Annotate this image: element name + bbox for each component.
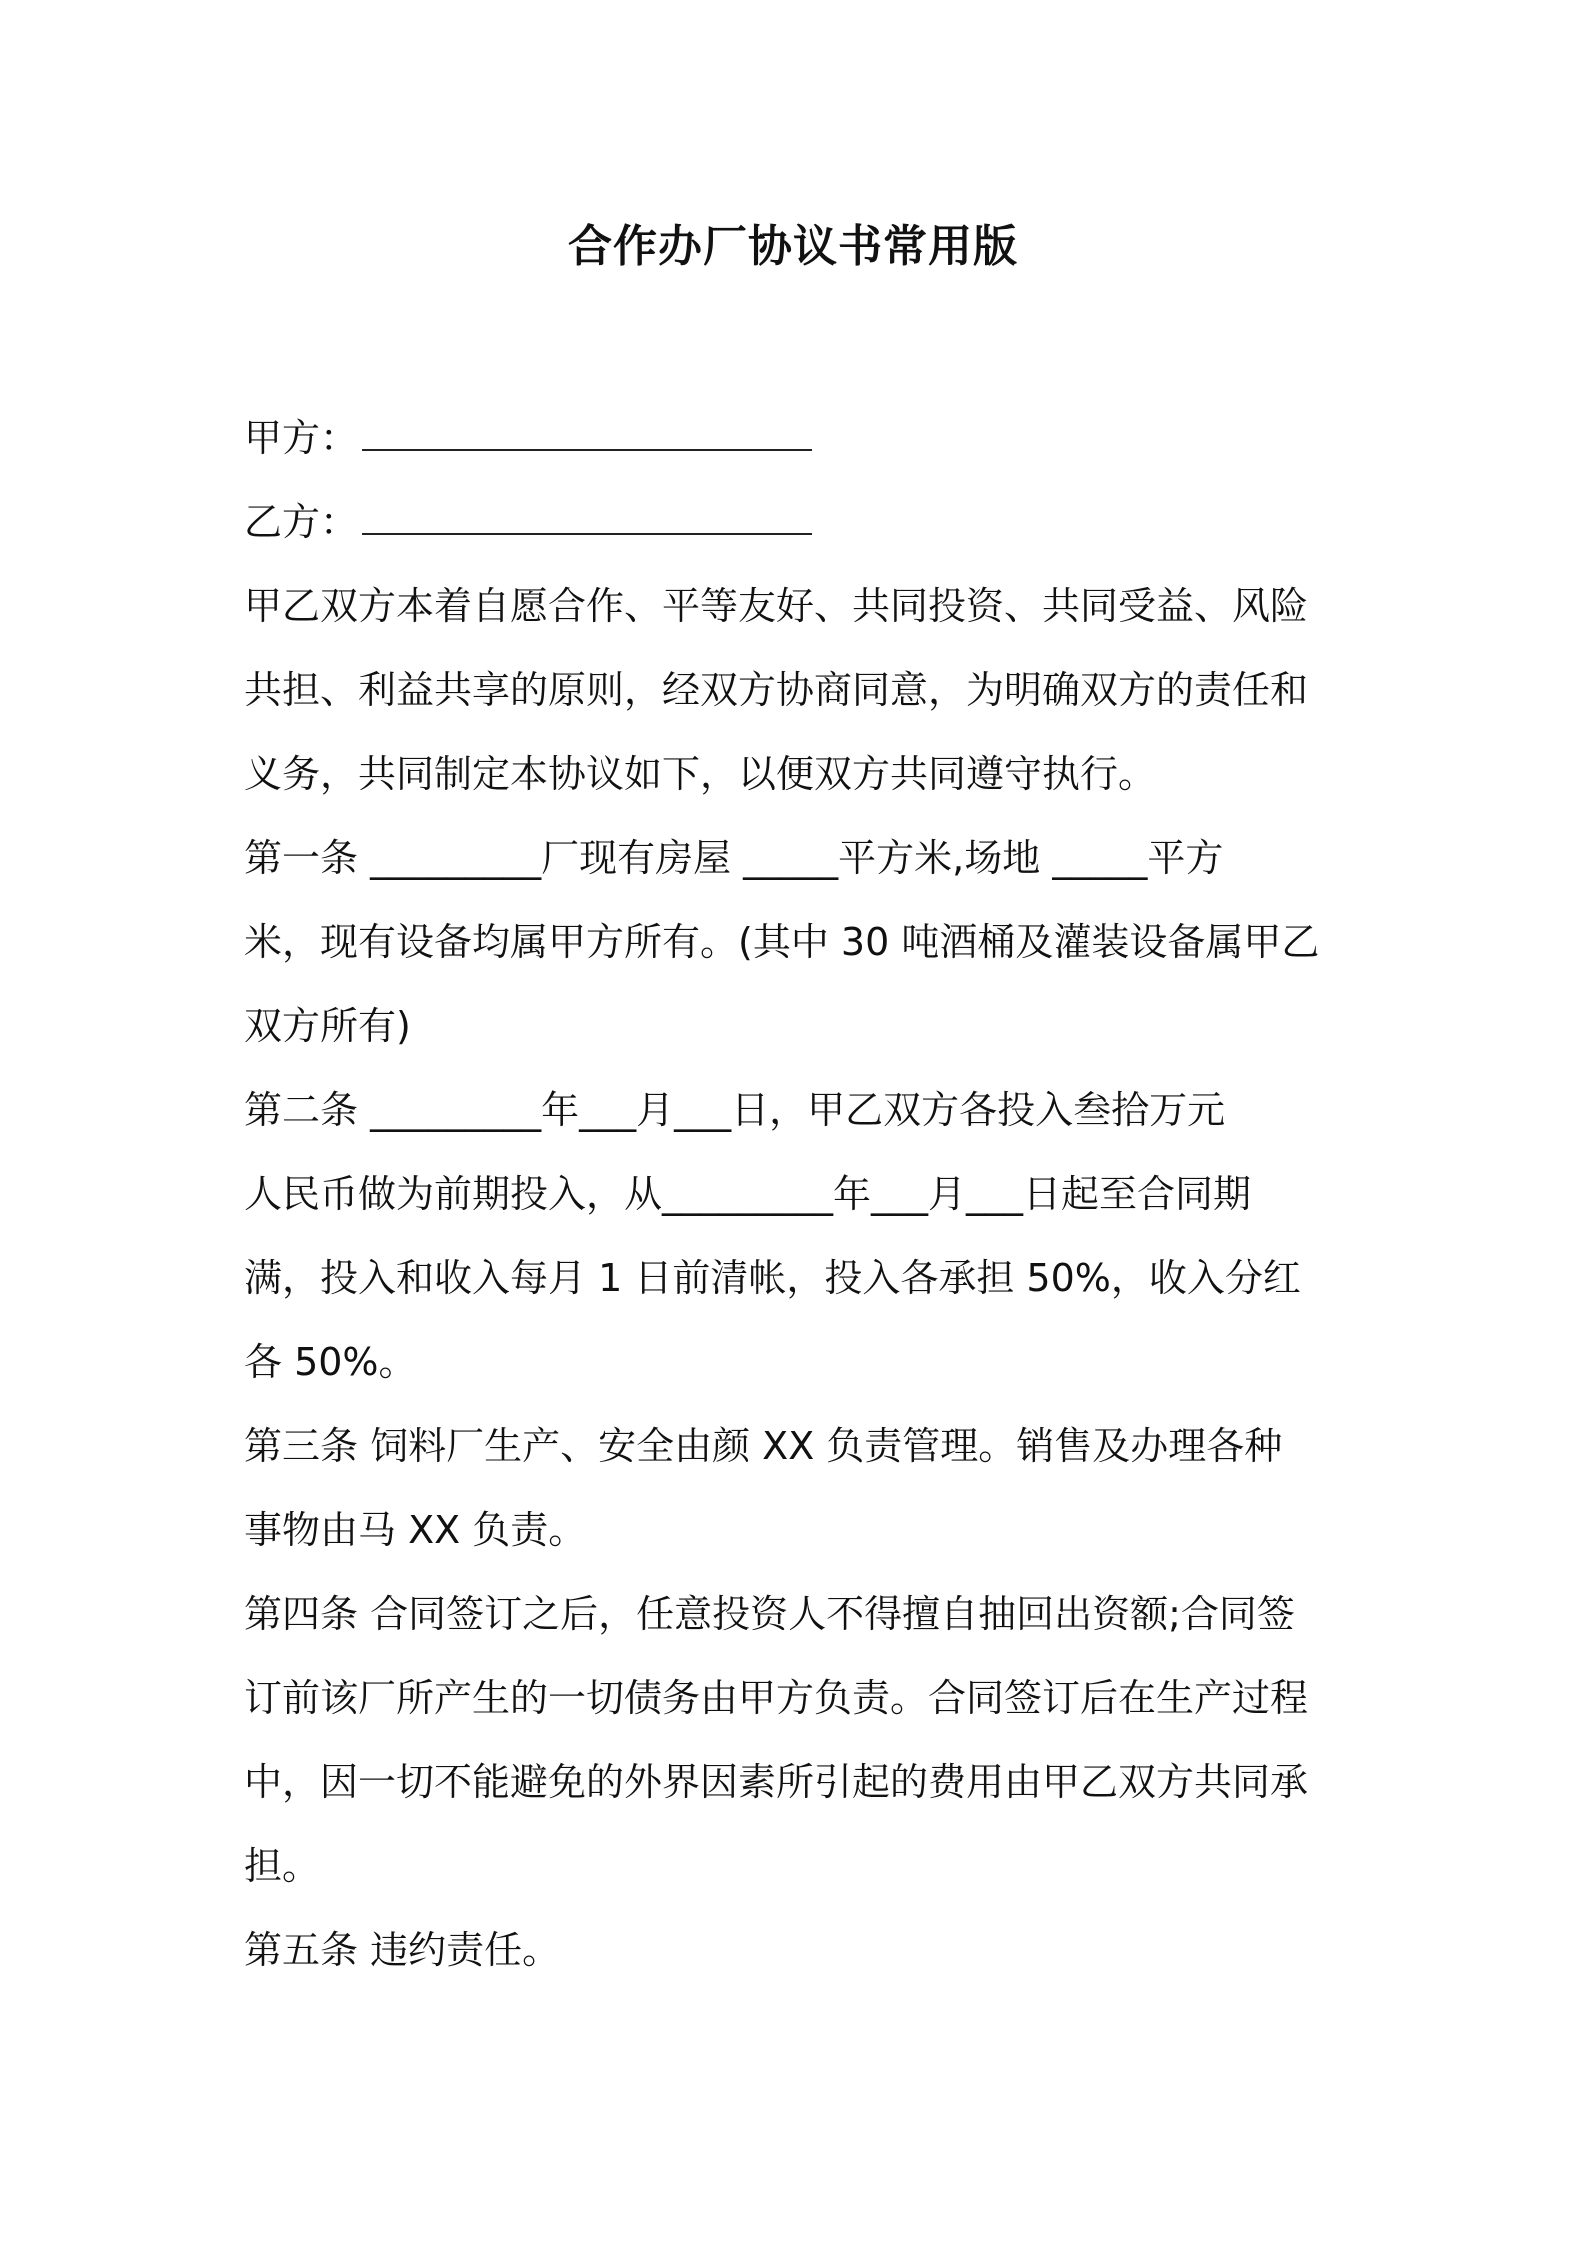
paragraph-line: 共担、利益共享的原则，经双方协商同意，为明确双方的责任和 — [244, 668, 1309, 712]
paragraph-line: 米，现有设备均属甲方所有。(其中 30 吨酒桶及灌装设备属甲乙 — [244, 920, 1320, 964]
paragraph-line: 人民币做为前期投入，从_________年___月___日起至合同期 — [244, 1172, 1252, 1216]
party-a-line — [244, 396, 1356, 480]
paragraph-line: 第三条 饲料厂生产、安全由颜 XX 负责管理。销售及办理各种 — [244, 1424, 1283, 1468]
party-b-label: 乙方： — [244, 500, 359, 544]
paragraph-line: 双方所有) — [244, 1004, 411, 1048]
document-body — [244, 396, 1356, 1992]
paragraph-line: 各 50%。 — [244, 1340, 417, 1384]
party-b-blank — [362, 523, 812, 535]
paragraph-line: 第一条 _________厂现有房屋 _____平方米,场地 _____平方 — [244, 836, 1224, 880]
party-b-line — [244, 480, 1356, 564]
paragraph-line: 中，因一切不能避免的外界因素所引起的费用由甲乙双方共同承 — [244, 1760, 1309, 1804]
paragraph-line: 义务，共同制定本协议如下，以便双方共同遵守执行。 — [244, 752, 1157, 796]
party-a-blank — [362, 439, 812, 451]
paragraph-line: 第四条 合同签订之后，任意投资人不得擅自抽回出资额;合同签 — [244, 1592, 1295, 1636]
paragraph-line: 订前该厂所产生的一切债务由甲方负责。合同签订后在生产过程 — [244, 1676, 1309, 1720]
document-title: 合作办厂协议书常用版 — [568, 221, 1018, 272]
paragraph-line: 第二条 _________年___月___日，甲乙双方各投入叁拾万元 — [244, 1088, 1226, 1132]
paragraph-line: 第五条 违约责任。 — [244, 1928, 561, 1972]
paragraph-line: 甲乙双方本着自愿合作、平等友好、共同投资、共同受益、风险 — [244, 584, 1309, 628]
paragraph-line: 事物由马 XX 负责。 — [244, 1508, 587, 1552]
paragraph-line: 担。 — [244, 1844, 321, 1888]
party-a-label: 甲方： — [244, 416, 359, 460]
paragraph-line: 满，投入和收入每月 1 日前清帐，投入各承担 50%，收入分红 — [244, 1256, 1301, 1300]
